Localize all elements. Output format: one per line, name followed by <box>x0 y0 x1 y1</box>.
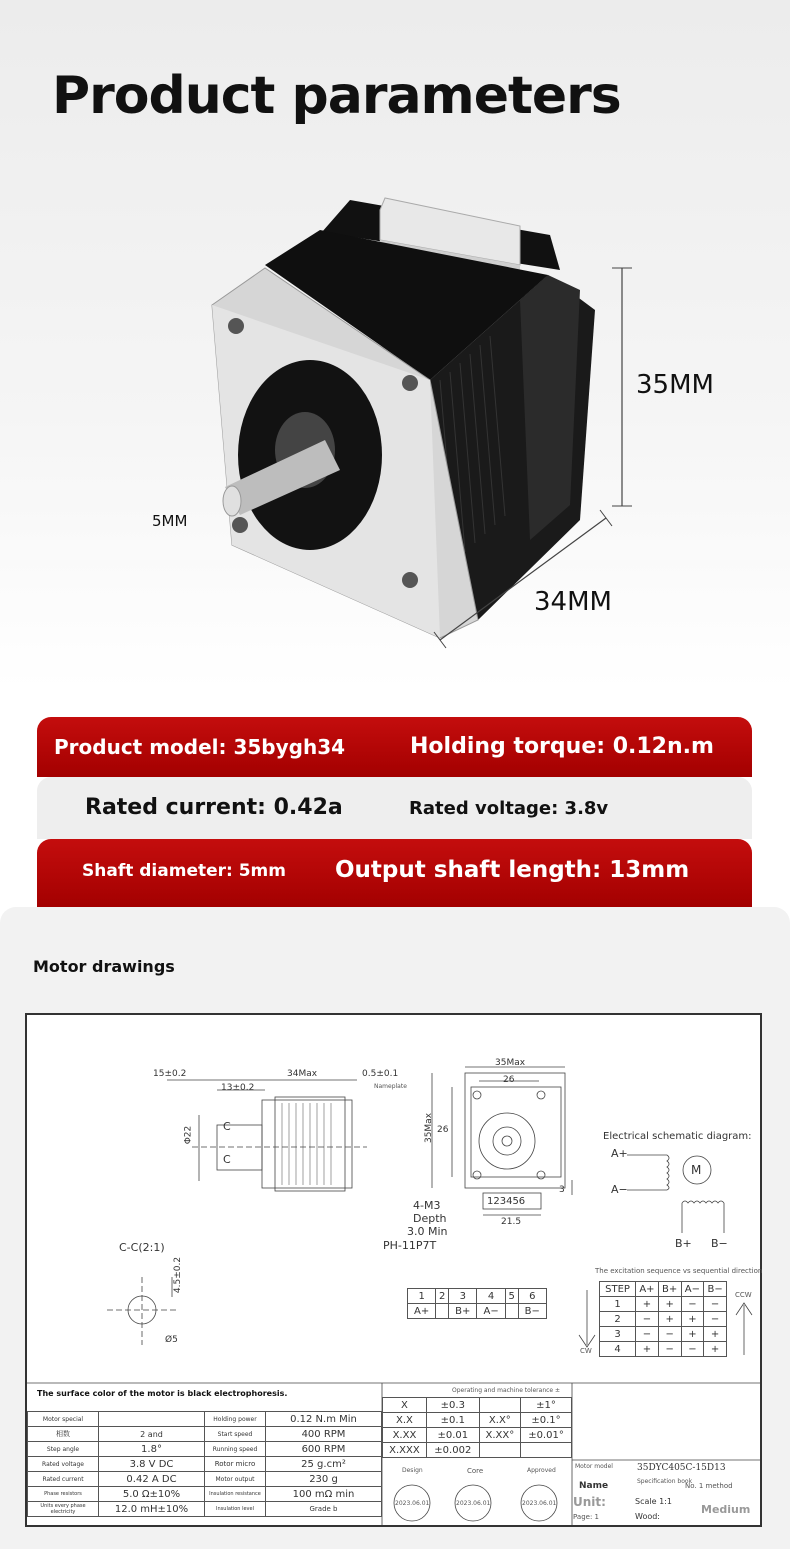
seq-cell: − <box>658 1342 681 1357</box>
seq-cell: 4 <box>600 1342 636 1357</box>
seq-header: A− <box>681 1282 704 1297</box>
motor-model-label: Motor model <box>575 1463 613 1470</box>
scale-label: Scale 1:1 <box>635 1497 672 1506</box>
label-a-plus: A+ <box>611 1147 628 1160</box>
pin-header: 5 <box>505 1289 518 1304</box>
seq-cell: + <box>658 1297 681 1312</box>
tol-cell: X.XX <box>383 1428 427 1443</box>
seq-cell: + <box>704 1327 727 1342</box>
param-value: 2 and <box>99 1427 205 1442</box>
seq-cell: 3 <box>600 1327 636 1342</box>
param-label: Holding power <box>205 1412 266 1427</box>
tol-cell <box>479 1398 520 1413</box>
seq-cell: + <box>704 1342 727 1357</box>
tol-cell: ±1° <box>521 1398 572 1413</box>
section-mark-c2: C <box>223 1153 231 1166</box>
seq-cell: − <box>658 1327 681 1342</box>
seq-cell: 2 <box>600 1312 636 1327</box>
note-3min: 3.0 Min <box>407 1225 448 1238</box>
pin-header: 4 <box>477 1289 505 1304</box>
dim-35max-side: 35Max <box>424 1112 435 1144</box>
tolerance-table <box>382 1397 572 1458</box>
note-ph11p7t: PH-11P7T <box>383 1239 437 1252</box>
dim-13: 13±0.2 <box>221 1083 255 1093</box>
dim-5: Ø5 <box>165 1335 178 1345</box>
pin-header: 6 <box>518 1289 546 1304</box>
stamp-approved-label: Approved <box>527 1467 556 1474</box>
page-label: Page: 1 <box>573 1513 599 1521</box>
nameplate-label: Nameplate <box>374 1083 407 1090</box>
param-label: Phase resistors <box>28 1487 99 1502</box>
param-value: 230 g <box>266 1472 382 1487</box>
pin-value: A+ <box>408 1304 436 1319</box>
seq-cell: + <box>636 1342 659 1357</box>
cw-label: CW <box>580 1347 592 1355</box>
dim-15: 15±0.2 <box>153 1069 187 1079</box>
param-value: 0.42 A DC <box>99 1472 205 1487</box>
seq-header: A+ <box>636 1282 659 1297</box>
name-label: Name <box>579 1481 609 1491</box>
tol-cell: ±0.3 <box>426 1398 479 1413</box>
seq-cell: − <box>681 1297 704 1312</box>
tol-cell: X.XX° <box>479 1428 520 1443</box>
pin-header: 2 <box>436 1289 449 1304</box>
tol-cell: X.X <box>383 1413 427 1428</box>
param-label: Start speed <box>205 1427 266 1442</box>
label-a-minus: A− <box>611 1183 628 1196</box>
product-model: Product model: 35bygh34 <box>54 735 346 759</box>
pin-value: B− <box>518 1304 546 1319</box>
tol-cell: ±0.01° <box>521 1428 572 1443</box>
seq-cell: − <box>704 1312 727 1327</box>
rated-voltage: Rated voltage: 3.8v <box>409 798 609 819</box>
tol-cell: ±0.002 <box>426 1443 479 1458</box>
dim-26-side: 26 <box>437 1125 449 1135</box>
param-label: Step angle <box>28 1442 99 1457</box>
seq-header: STEP <box>600 1282 636 1297</box>
tol-cell: ±0.01 <box>426 1428 479 1443</box>
shaft-dimension: 5MM <box>152 512 188 530</box>
param-label: Motor special <box>28 1412 99 1427</box>
param-value: Grade b <box>266 1502 382 1517</box>
param-value: 600 RPM <box>266 1442 382 1457</box>
param-value: 1.8° <box>99 1442 205 1457</box>
seq-cell: + <box>681 1312 704 1327</box>
param-value: 400 RPM <box>266 1427 382 1442</box>
section-mark-c1: C <box>223 1120 231 1133</box>
param-label: Insulation resistance <box>205 1487 266 1502</box>
param-value: 5.0 Ω±10% <box>99 1487 205 1502</box>
tolerance-heading: Operating and machine tolerance ± <box>452 1387 561 1394</box>
method: No. 1 method <box>685 1482 733 1490</box>
shaft-diameter: Shaft diameter: 5mm <box>82 861 286 881</box>
dim-26-top: 26 <box>503 1075 515 1085</box>
param-label: Insulation level <box>205 1502 266 1517</box>
dim-35max-top: 35Max <box>495 1058 526 1068</box>
surface-note: The surface color of the motor is black electrophoresis. <box>37 1389 288 1398</box>
page-title: Product parameters <box>52 66 621 126</box>
tol-cell: X.XXX <box>383 1443 427 1458</box>
stamp-design-label: Design <box>402 1467 423 1474</box>
pin-value: A− <box>477 1304 505 1319</box>
param-value: 100 mΩ min <box>266 1487 382 1502</box>
wood-label: Wood: <box>635 1512 661 1521</box>
seq-cell: − <box>681 1342 704 1357</box>
holding-torque: Holding torque: 0.12n.m <box>410 734 714 759</box>
schematic-title: Electrical schematic diagram: <box>603 1131 752 1142</box>
param-label: Units every phase electricity <box>28 1502 99 1517</box>
drawings-title: Motor drawings <box>33 957 175 976</box>
motor-symbol: M <box>691 1163 702 1177</box>
spec-row-1 <box>37 717 752 777</box>
tol-cell: ±0.1 <box>426 1413 479 1428</box>
medium-label: Medium <box>701 1503 751 1516</box>
seq-cell: − <box>636 1312 659 1327</box>
note-4m3: 4-M3 <box>413 1199 441 1212</box>
parameters-table <box>27 1411 382 1517</box>
section-label: C-C(2:1) <box>119 1241 165 1254</box>
seq-cell: + <box>658 1312 681 1327</box>
param-label: Motor output <box>205 1472 266 1487</box>
output-shaft-length: Output shaft length: 13mm <box>335 857 690 883</box>
tol-cell: X.X° <box>479 1413 520 1428</box>
seq-cell: + <box>681 1327 704 1342</box>
param-label: Rated current <box>28 1472 99 1487</box>
motor-model: 35DYC405C-15D13 <box>637 1463 726 1473</box>
seq-header: B+ <box>658 1282 681 1297</box>
pin-table <box>407 1288 547 1319</box>
pin-value: B+ <box>449 1304 477 1319</box>
param-value <box>99 1412 205 1427</box>
dim-215: 21.5 <box>501 1217 522 1227</box>
tol-cell <box>521 1443 572 1458</box>
seq-header: B− <box>704 1282 727 1297</box>
pin-value <box>436 1304 449 1319</box>
param-label: 相数 <box>28 1427 99 1442</box>
stamp-date-2: 2023.06.01 <box>456 1500 491 1507</box>
param-label: Rated voltage <box>28 1457 99 1472</box>
param-label: Running speed <box>205 1442 266 1457</box>
param-value: 12.0 mH±10% <box>99 1502 205 1517</box>
param-value: 0.12 N.m Min <box>266 1412 382 1427</box>
pin-value <box>505 1304 518 1319</box>
sequence-table <box>599 1281 727 1357</box>
param-value: 3.8 V DC <box>99 1457 205 1472</box>
stamp-date-3: 2023.06.01 <box>522 1500 557 1507</box>
dim-3: 3 <box>559 1185 565 1195</box>
tol-cell: ±0.1° <box>521 1413 572 1428</box>
dim-05: 0.5±0.1 <box>362 1069 399 1079</box>
tol-cell: X <box>383 1398 427 1413</box>
note-depth: Depth <box>413 1212 447 1225</box>
pin-header: 3 <box>449 1289 477 1304</box>
pin-header: 1 <box>408 1289 436 1304</box>
sequence-title: The excitation sequence vs sequential direction <box>595 1267 763 1275</box>
dim-34max: 34Max <box>287 1069 318 1079</box>
spec-row-2 <box>37 777 752 839</box>
seq-cell: + <box>636 1297 659 1312</box>
seq-cell: − <box>704 1297 727 1312</box>
label-b-minus: B− <box>711 1237 728 1250</box>
spec-book: Specification book <box>637 1478 693 1485</box>
stamp-core-label: Core <box>467 1467 484 1475</box>
spec-row-3 <box>37 839 752 907</box>
param-value: 25 g.cm² <box>266 1457 382 1472</box>
height-dimension: 35MM <box>636 370 714 400</box>
stepper-motor-illustration <box>0 0 790 690</box>
stamp-date-1: 2023.06.01 <box>395 1500 430 1507</box>
ccw-label: CCW <box>735 1291 752 1299</box>
tol-cell <box>479 1443 520 1458</box>
seq-cell: − <box>636 1327 659 1342</box>
rated-current: Rated current: 0.42a <box>85 795 343 820</box>
connector-pins: 123456 <box>487 1196 526 1207</box>
seq-cell: 1 <box>600 1297 636 1312</box>
unit-label: Unit: <box>573 1495 606 1509</box>
param-label: Rotor micro <box>205 1457 266 1472</box>
label-b-plus: B+ <box>675 1237 692 1250</box>
width-dimension: 34MM <box>534 587 612 617</box>
technical-drawing <box>25 1013 762 1527</box>
dim-45: 4.5±0.2 <box>173 1256 184 1294</box>
dim-22: Φ22 <box>183 1125 194 1145</box>
